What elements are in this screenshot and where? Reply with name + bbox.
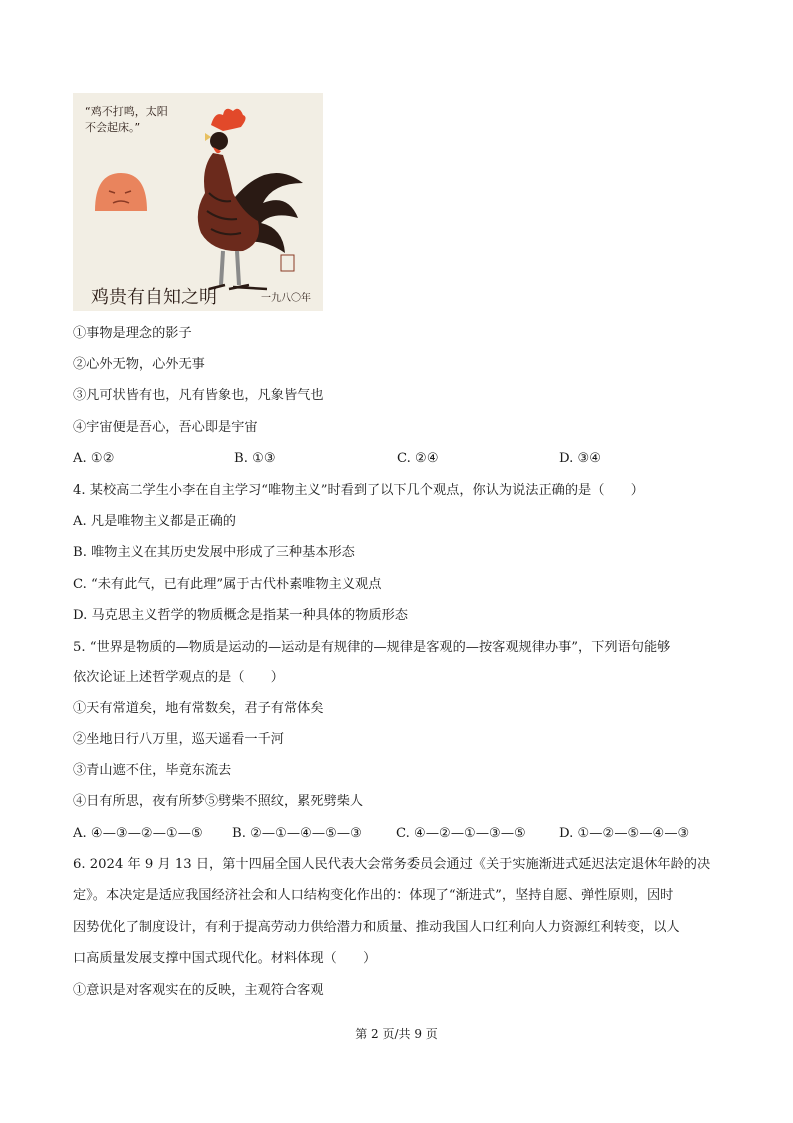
q3-option-d[interactable]: D. ③④ [559,451,602,466]
q6-line-4: 口高质量发展支撑中国式现代化。材料体现（ ） [73,951,377,966]
q5-option-a[interactable]: A. ④—③—②—①—⑤ [73,826,203,841]
q5-option-c[interactable]: C. ④—②—①—③—⑤ [396,826,526,841]
q4-option-d[interactable]: D. 马克思主义哲学的物质概念是指某一种具体的物质形态 [73,608,408,623]
q5-stem-line1: 5. “世界是物质的—物质是运动的—运动是有规律的—规律是客观的—按客观规律办事”，下列语句能够 [73,640,671,655]
q5-item-1: ①天有常道矣，地有常数矣，君子有常体矣 [73,701,324,716]
q4-option-c[interactable]: C. “未有此气，已有此理”属于古代朴素唯物主义观点 [73,577,382,592]
painting-title: 鸡贵有自知之明 [91,287,217,308]
q3-item-1: ①事物是理念的影子 [73,326,192,341]
rooster-painting [73,93,323,311]
q3-item-3: ③凡可状皆有也，凡有皆象也，凡象皆气也 [73,388,324,403]
q5-item-2: ②坐地日行八万里，巡天遥看一千河 [73,732,284,747]
q3-option-a[interactable]: A. ①② [73,451,115,466]
q4-option-b[interactable]: B. 唯物主义在其历史发展中形成了三种基本形态 [73,545,355,560]
inscription-line1: “鸡不打鸣，太阳 [85,105,168,118]
rooster-illustration [73,93,323,311]
q6-item-1: ①意识是对客观实在的反映，主观符合客观 [73,983,324,998]
q3-item-2: ②心外无物，心外无事 [73,357,205,372]
q5-option-d[interactable]: D. ①—②—⑤—④—③ [559,826,690,841]
q5-stem-line2: 依次论证上述哲学观点的是（ ） [73,670,284,685]
q6-line-2: 定》。本决定是适应我国经济社会和人口结构变化作出的：体现了“渐进式”，坚持自愿、弹性原则，因时 [73,888,674,903]
q4-option-a[interactable]: A. 凡是唯物主义都是正确的 [73,514,236,529]
q3-item-4: ④宇宙便是吾心，吾心即是宇宙 [73,420,258,435]
q3-option-c[interactable]: C. ②④ [397,451,439,466]
q5-item-3: ③青山遮不住，毕竟东流去 [73,763,232,778]
q3-option-b[interactable]: B. ①③ [234,451,276,466]
q5-item-4: ④日有所思，夜有所梦⑤劈柴不照纹，累死劈柴人 [73,794,364,809]
q5-option-b[interactable]: B. ②—①—④—⑤—③ [232,826,362,841]
inscription-line2: 不会起床。” [85,121,141,134]
painting-year: 一九八〇年 [261,293,311,304]
q6-line-3: 因势优化了制度设计，有利于提高劳动力供给潜力和质量、推动我国人口红利向人力资源红利转变，以人 [73,920,680,935]
q4-stem: 4. 某校高二学生小李在自主学习“唯物主义”时看到了以下几个观点，你认为说法正确的是（ ） [73,483,644,498]
q6-line-1: 6. 2024 年 9 月 13 日，第十四届全国人民代表大会常务委员会通过《关于实施渐进式延迟法定退休年龄的决 [73,857,711,872]
page-footer: 第 2 页/共 9 页 [355,1027,438,1041]
